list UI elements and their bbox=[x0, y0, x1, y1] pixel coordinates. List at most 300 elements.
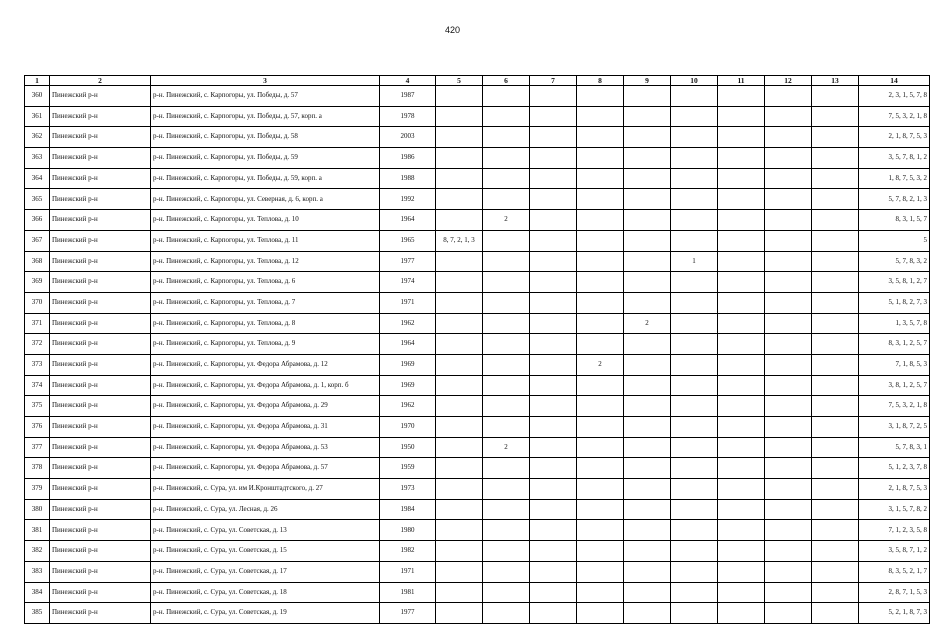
table-cell bbox=[765, 210, 812, 231]
table-cell bbox=[812, 561, 859, 582]
table-row bbox=[25, 396, 930, 417]
column-header: 7 bbox=[530, 76, 577, 86]
table-cell bbox=[812, 437, 859, 458]
table-cell bbox=[577, 127, 624, 148]
table-cell bbox=[436, 582, 483, 603]
table-cell bbox=[671, 230, 718, 251]
table-cell: 1964 bbox=[380, 334, 436, 355]
table-cell bbox=[577, 479, 624, 500]
table-cell bbox=[577, 520, 624, 541]
table-cell: 1, 3, 5, 7, 8 bbox=[859, 313, 930, 334]
table-row bbox=[25, 210, 930, 231]
table-cell bbox=[624, 458, 671, 479]
table-cell bbox=[624, 499, 671, 520]
table-cell: р-н. Пинежский, с. Карпогоры, ул. Федора Абрамова, д. 57 bbox=[151, 458, 380, 479]
table-cell bbox=[577, 230, 624, 251]
table-cell: 7, 1, 8, 5, 3 bbox=[859, 354, 930, 375]
table-cell bbox=[530, 106, 577, 127]
column-header: 8 bbox=[577, 76, 624, 86]
table-cell bbox=[483, 106, 530, 127]
table-cell bbox=[530, 458, 577, 479]
table-cell: Пинежский р-н bbox=[50, 210, 151, 231]
table-cell bbox=[624, 582, 671, 603]
table-cell: Пинежский р-н bbox=[50, 251, 151, 272]
table-cell: 5, 7, 8, 2, 1, 3 bbox=[859, 189, 930, 210]
table-cell: 373 bbox=[25, 354, 50, 375]
table-cell bbox=[718, 86, 765, 107]
table-cell bbox=[765, 561, 812, 582]
table-cell bbox=[577, 313, 624, 334]
table-cell bbox=[483, 168, 530, 189]
table-cell: Пинежский р-н bbox=[50, 541, 151, 562]
table-cell bbox=[812, 168, 859, 189]
table-cell bbox=[577, 582, 624, 603]
table-row bbox=[25, 313, 930, 334]
table-cell bbox=[530, 168, 577, 189]
table-cell bbox=[577, 148, 624, 169]
table-cell bbox=[530, 127, 577, 148]
table-cell: 1969 bbox=[380, 375, 436, 396]
table-cell bbox=[483, 251, 530, 272]
column-header: 13 bbox=[812, 76, 859, 86]
table-cell: 366 bbox=[25, 210, 50, 231]
table-cell: р-н. Пинежский, с. Карпогоры, ул. Теплова, д. 10 bbox=[151, 210, 380, 231]
table-cell: 1964 bbox=[380, 210, 436, 231]
table-row bbox=[25, 417, 930, 438]
table-cell bbox=[765, 603, 812, 624]
table-cell: р-н. Пинежский, с. Карпогоры, ул. Теплова, д. 12 bbox=[151, 251, 380, 272]
table-cell: 1981 bbox=[380, 582, 436, 603]
table-cell bbox=[530, 520, 577, 541]
table-cell bbox=[765, 251, 812, 272]
table-cell: р-н. Пинежский, с. Сура, ул. Советская, д. 17 bbox=[151, 561, 380, 582]
table-cell: 8, 3, 1, 5, 7 bbox=[859, 210, 930, 231]
table-cell: Пинежский р-н bbox=[50, 437, 151, 458]
table-cell: р-н. Пинежский, с. Карпогоры, ул. Теплова, д. 11 bbox=[151, 230, 380, 251]
table-cell: р-н. Пинежский, с. Сура, ул. им И.Кронштадтского, д. 27 bbox=[151, 479, 380, 500]
table-cell bbox=[577, 168, 624, 189]
table-cell bbox=[765, 168, 812, 189]
table-cell: р-н. Пинежский, с. Сура, ул. Советская, д. 18 bbox=[151, 582, 380, 603]
table-cell bbox=[577, 499, 624, 520]
table-cell: 2 bbox=[624, 313, 671, 334]
table-cell bbox=[718, 148, 765, 169]
table-cell: р-н. Пинежский, с. Карпогоры, ул. Победы, д. 59 bbox=[151, 148, 380, 169]
table-row bbox=[25, 251, 930, 272]
table-cell bbox=[577, 292, 624, 313]
table-cell: 381 bbox=[25, 520, 50, 541]
table-cell bbox=[530, 375, 577, 396]
table-cell bbox=[530, 417, 577, 438]
table-cell bbox=[671, 272, 718, 293]
table-cell bbox=[436, 272, 483, 293]
table-cell: 1978 bbox=[380, 106, 436, 127]
table-cell bbox=[483, 561, 530, 582]
table-cell: 374 bbox=[25, 375, 50, 396]
table-cell: 363 bbox=[25, 148, 50, 169]
table-cell: 5, 7, 8, 3, 2 bbox=[859, 251, 930, 272]
table-cell bbox=[718, 541, 765, 562]
table-row bbox=[25, 375, 930, 396]
table-cell bbox=[624, 479, 671, 500]
table-cell bbox=[718, 106, 765, 127]
table-cell bbox=[483, 603, 530, 624]
table-cell bbox=[577, 210, 624, 231]
table-cell: 362 bbox=[25, 127, 50, 148]
table-cell bbox=[718, 375, 765, 396]
table-cell bbox=[671, 437, 718, 458]
table-cell: Пинежский р-н bbox=[50, 292, 151, 313]
table-cell bbox=[671, 417, 718, 438]
table-cell: 2 bbox=[483, 437, 530, 458]
table-row bbox=[25, 168, 930, 189]
table-cell bbox=[812, 189, 859, 210]
table-cell: 382 bbox=[25, 541, 50, 562]
table-cell: 364 bbox=[25, 168, 50, 189]
table-cell: Пинежский р-н bbox=[50, 148, 151, 169]
table-cell bbox=[577, 541, 624, 562]
table-row bbox=[25, 127, 930, 148]
table-cell: 1959 bbox=[380, 458, 436, 479]
table-row bbox=[25, 561, 930, 582]
table-cell bbox=[436, 168, 483, 189]
table-cell bbox=[483, 396, 530, 417]
table-cell bbox=[718, 354, 765, 375]
table-cell bbox=[530, 230, 577, 251]
table-cell bbox=[577, 334, 624, 355]
table-cell bbox=[765, 541, 812, 562]
table-cell: 8, 3, 5, 2, 1, 7 bbox=[859, 561, 930, 582]
table-cell bbox=[671, 210, 718, 231]
column-header: 14 bbox=[859, 76, 930, 86]
table-cell bbox=[624, 127, 671, 148]
table-cell bbox=[812, 86, 859, 107]
table-cell: р-н. Пинежский, с. Карпогоры, ул. Федора Абрамова, д. 29 bbox=[151, 396, 380, 417]
table-row bbox=[25, 582, 930, 603]
table-cell: 383 bbox=[25, 561, 50, 582]
table-cell bbox=[483, 127, 530, 148]
table-cell bbox=[812, 230, 859, 251]
table-cell bbox=[812, 603, 859, 624]
table-cell bbox=[577, 437, 624, 458]
table-cell: Пинежский р-н bbox=[50, 313, 151, 334]
table-cell bbox=[436, 127, 483, 148]
table-cell bbox=[671, 541, 718, 562]
table-row bbox=[25, 354, 930, 375]
table-cell: р-н. Пинежский, с. Карпогоры, ул. Победы, д. 58 bbox=[151, 127, 380, 148]
table-cell bbox=[624, 189, 671, 210]
table-cell: 1974 bbox=[380, 272, 436, 293]
column-header: 10 bbox=[671, 76, 718, 86]
table-cell bbox=[624, 148, 671, 169]
table-cell bbox=[483, 479, 530, 500]
table-cell bbox=[765, 520, 812, 541]
table-cell: Пинежский р-н bbox=[50, 561, 151, 582]
table-cell: 2003 bbox=[380, 127, 436, 148]
table-cell: 1, 8, 7, 5, 3, 2 bbox=[859, 168, 930, 189]
table-cell bbox=[436, 106, 483, 127]
table-cell: 377 bbox=[25, 437, 50, 458]
table-row bbox=[25, 520, 930, 541]
table-cell bbox=[624, 541, 671, 562]
table-cell: 1965 bbox=[380, 230, 436, 251]
table-cell: 5, 1, 2, 3, 7, 8 bbox=[859, 458, 930, 479]
table-cell: р-н. Пинежский, с. Сура, ул. Советская, д. 19 bbox=[151, 603, 380, 624]
table-cell bbox=[718, 479, 765, 500]
table-cell: 1984 bbox=[380, 499, 436, 520]
table-row bbox=[25, 479, 930, 500]
table-cell: Пинежский р-н bbox=[50, 417, 151, 438]
table-cell: Пинежский р-н bbox=[50, 375, 151, 396]
table-cell bbox=[436, 86, 483, 107]
table-cell bbox=[483, 375, 530, 396]
table-row bbox=[25, 458, 930, 479]
table-cell: р-н. Пинежский, с. Карпогоры, ул. Теплова, д. 7 bbox=[151, 292, 380, 313]
table-cell bbox=[530, 603, 577, 624]
table-cell: Пинежский р-н bbox=[50, 458, 151, 479]
table-cell: Пинежский р-н bbox=[50, 582, 151, 603]
table-cell bbox=[812, 396, 859, 417]
table-cell: 3, 1, 8, 7, 2, 5 bbox=[859, 417, 930, 438]
table-cell: 361 bbox=[25, 106, 50, 127]
table-cell bbox=[765, 375, 812, 396]
table-cell bbox=[765, 106, 812, 127]
table-cell: 376 bbox=[25, 417, 50, 438]
table-cell bbox=[577, 396, 624, 417]
table-cell bbox=[624, 86, 671, 107]
table-cell: 1971 bbox=[380, 561, 436, 582]
table-row bbox=[25, 334, 930, 355]
table-cell: 1987 bbox=[380, 86, 436, 107]
column-header: 5 bbox=[436, 76, 483, 86]
table-cell bbox=[671, 499, 718, 520]
page-number: 420 bbox=[444, 25, 461, 35]
table-cell bbox=[765, 396, 812, 417]
table-cell: 5, 7, 8, 3, 1 bbox=[859, 437, 930, 458]
table-cell bbox=[577, 458, 624, 479]
table-cell: 371 bbox=[25, 313, 50, 334]
table-cell: 1988 bbox=[380, 168, 436, 189]
table-cell bbox=[718, 561, 765, 582]
table-cell: р-н. Пинежский, с. Карпогоры, ул. Федора Абрамова, д. 53 bbox=[151, 437, 380, 458]
table-cell bbox=[765, 417, 812, 438]
table-cell bbox=[718, 230, 765, 251]
table-cell: р-н. Пинежский, с. Карпогоры, ул. Теплова, д. 9 bbox=[151, 334, 380, 355]
table-cell bbox=[765, 354, 812, 375]
table-cell bbox=[812, 499, 859, 520]
table-cell bbox=[718, 437, 765, 458]
table-cell: 5 bbox=[859, 230, 930, 251]
table-cell bbox=[483, 272, 530, 293]
table-cell bbox=[483, 189, 530, 210]
table-cell bbox=[812, 354, 859, 375]
table-cell bbox=[671, 127, 718, 148]
table-cell bbox=[718, 520, 765, 541]
table-cell bbox=[624, 230, 671, 251]
table-cell: 7, 1, 2, 3, 5, 8 bbox=[859, 520, 930, 541]
table-cell: 1992 bbox=[380, 189, 436, 210]
table-cell bbox=[577, 86, 624, 107]
table-cell: 2 bbox=[483, 210, 530, 231]
table-cell bbox=[812, 210, 859, 231]
table-row bbox=[25, 603, 930, 624]
table-cell bbox=[483, 417, 530, 438]
table-cell bbox=[765, 86, 812, 107]
table-cell: 2, 1, 8, 7, 5, 3 bbox=[859, 127, 930, 148]
table-cell bbox=[812, 417, 859, 438]
column-header: 1 bbox=[25, 76, 50, 86]
table-cell: 8, 7, 2, 1, 3 bbox=[436, 230, 483, 251]
table-cell bbox=[718, 417, 765, 438]
table-cell bbox=[812, 292, 859, 313]
table-cell bbox=[812, 479, 859, 500]
table-cell bbox=[765, 479, 812, 500]
column-header: 9 bbox=[624, 76, 671, 86]
table-cell bbox=[765, 458, 812, 479]
table-cell bbox=[530, 354, 577, 375]
table-cell: Пинежский р-н bbox=[50, 230, 151, 251]
table-cell: Пинежский р-н bbox=[50, 272, 151, 293]
table-cell bbox=[671, 458, 718, 479]
table-cell bbox=[436, 458, 483, 479]
table-cell: 368 bbox=[25, 251, 50, 272]
table-cell bbox=[671, 582, 718, 603]
table-cell bbox=[436, 603, 483, 624]
table-cell: 5, 1, 8, 2, 7, 3 bbox=[859, 292, 930, 313]
table-cell: р-н. Пинежский, с. Карпогоры, ул. Теплова, д. 8 bbox=[151, 313, 380, 334]
table-cell bbox=[530, 437, 577, 458]
table-cell bbox=[530, 499, 577, 520]
table-cell bbox=[530, 210, 577, 231]
table-cell bbox=[765, 437, 812, 458]
table-cell: 378 bbox=[25, 458, 50, 479]
table-cell bbox=[577, 561, 624, 582]
table-cell bbox=[624, 210, 671, 231]
table-cell bbox=[671, 148, 718, 169]
table-cell bbox=[718, 292, 765, 313]
table-cell: 1982 bbox=[380, 541, 436, 562]
table-cell bbox=[718, 396, 765, 417]
table-cell: р-н. Пинежский, с. Карпогоры, ул. Победы, д. 57 bbox=[151, 86, 380, 107]
table-cell bbox=[671, 603, 718, 624]
table-cell bbox=[718, 582, 765, 603]
table-cell bbox=[671, 106, 718, 127]
table-cell bbox=[436, 561, 483, 582]
table-row bbox=[25, 86, 930, 107]
table-cell bbox=[530, 396, 577, 417]
table-cell bbox=[436, 499, 483, 520]
table-cell bbox=[530, 479, 577, 500]
table-cell bbox=[577, 417, 624, 438]
table-cell: 1973 bbox=[380, 479, 436, 500]
table-cell bbox=[530, 541, 577, 562]
table-cell bbox=[671, 334, 718, 355]
table-cell: 3, 5, 8, 7, 1, 2 bbox=[859, 541, 930, 562]
table-cell bbox=[812, 272, 859, 293]
table-cell bbox=[624, 272, 671, 293]
table-cell bbox=[436, 251, 483, 272]
table-cell: р-н. Пинежский, с. Сура, ул. Советская, д. 15 bbox=[151, 541, 380, 562]
table-cell bbox=[483, 86, 530, 107]
column-header: 3 bbox=[151, 76, 380, 86]
table-cell bbox=[436, 541, 483, 562]
table-cell: Пинежский р-н bbox=[50, 603, 151, 624]
table-cell bbox=[812, 251, 859, 272]
table-cell: 370 bbox=[25, 292, 50, 313]
column-header: 6 bbox=[483, 76, 530, 86]
table-cell bbox=[483, 230, 530, 251]
table-cell: 2, 3, 1, 5, 7, 8 bbox=[859, 86, 930, 107]
table-cell bbox=[718, 127, 765, 148]
table-cell: 3, 8, 1, 2, 5, 7 bbox=[859, 375, 930, 396]
table-row bbox=[25, 230, 930, 251]
table-cell: Пинежский р-н bbox=[50, 520, 151, 541]
table-cell bbox=[765, 272, 812, 293]
table-cell bbox=[718, 189, 765, 210]
table-cell bbox=[436, 189, 483, 210]
table-cell: р-н. Пинежский, с. Карпогоры, ул. Федора Абрамова, д. 1, корп. б bbox=[151, 375, 380, 396]
table-cell bbox=[436, 396, 483, 417]
column-header: 2 bbox=[50, 76, 151, 86]
table-cell: 1950 bbox=[380, 437, 436, 458]
table-cell: Пинежский р-н bbox=[50, 499, 151, 520]
table-cell: 5, 2, 1, 8, 7, 3 bbox=[859, 603, 930, 624]
table-cell: Пинежский р-н bbox=[50, 189, 151, 210]
table-cell: 2, 8, 7, 1, 5, 3 bbox=[859, 582, 930, 603]
table-cell bbox=[671, 292, 718, 313]
table-cell bbox=[530, 148, 577, 169]
table-cell: р-н. Пинежский, с. Карпогоры, ул. Северная, д. 6, корп. а bbox=[151, 189, 380, 210]
table-cell bbox=[436, 210, 483, 231]
table-cell: 369 bbox=[25, 272, 50, 293]
table-cell bbox=[765, 127, 812, 148]
table-cell bbox=[812, 334, 859, 355]
table-cell bbox=[812, 520, 859, 541]
table-cell: р-н. Пинежский, с. Сура, ул. Лесная, д. 26 bbox=[151, 499, 380, 520]
table-cell bbox=[812, 375, 859, 396]
table-cell: 384 bbox=[25, 582, 50, 603]
table-cell bbox=[812, 458, 859, 479]
table-cell: 1986 bbox=[380, 148, 436, 169]
table-cell: 7, 5, 3, 2, 1, 8 bbox=[859, 396, 930, 417]
table-cell bbox=[530, 334, 577, 355]
table-cell: 3, 5, 7, 8, 1, 2 bbox=[859, 148, 930, 169]
table-cell: Пинежский р-н bbox=[50, 396, 151, 417]
table-cell: Пинежский р-н bbox=[50, 334, 151, 355]
table-cell bbox=[624, 603, 671, 624]
table-cell bbox=[436, 375, 483, 396]
table-cell bbox=[765, 148, 812, 169]
table-cell: 372 bbox=[25, 334, 50, 355]
table-cell bbox=[436, 520, 483, 541]
table-cell bbox=[436, 334, 483, 355]
table-cell bbox=[671, 479, 718, 500]
table-row bbox=[25, 499, 930, 520]
table-cell bbox=[577, 375, 624, 396]
table-cell: 379 bbox=[25, 479, 50, 500]
table-cell bbox=[624, 437, 671, 458]
table-cell bbox=[530, 561, 577, 582]
table-cell bbox=[812, 106, 859, 127]
table-cell bbox=[577, 106, 624, 127]
table-cell bbox=[483, 541, 530, 562]
table-cell: 367 bbox=[25, 230, 50, 251]
table-row bbox=[25, 106, 930, 127]
table-cell: 1977 bbox=[380, 251, 436, 272]
table-cell bbox=[765, 230, 812, 251]
table-cell bbox=[812, 148, 859, 169]
table-cell bbox=[765, 189, 812, 210]
